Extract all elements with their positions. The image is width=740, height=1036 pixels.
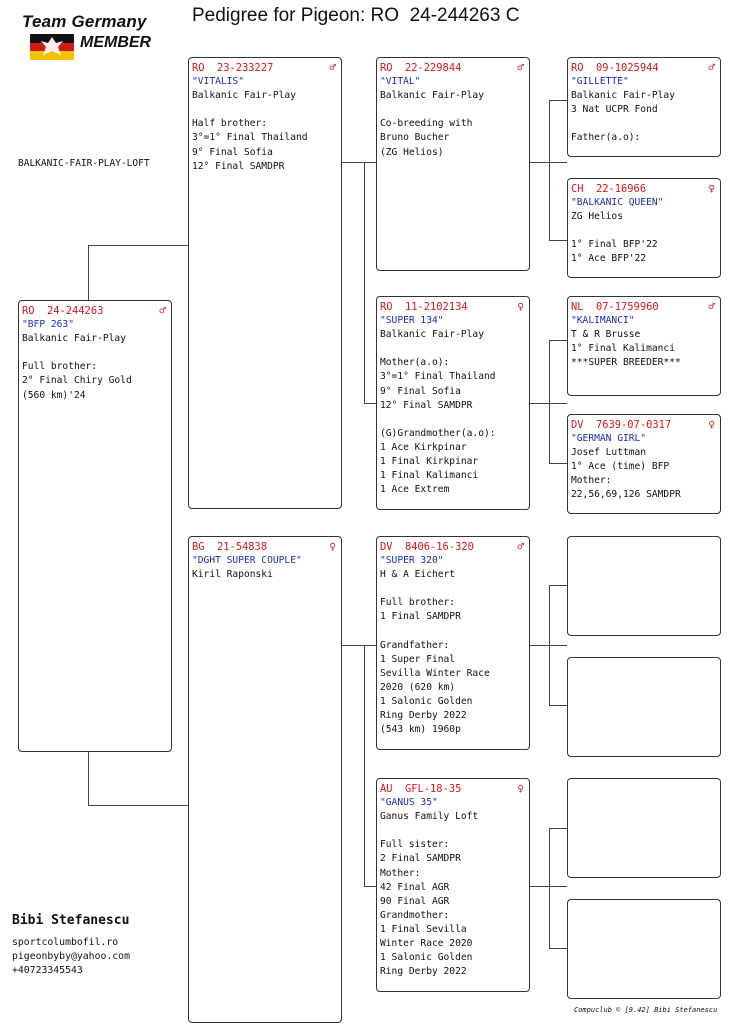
team-germany-logo-text: Team Germany (22, 12, 147, 31)
pigeon-info-line: Half brother: (192, 118, 268, 130)
empty-pigeon-card[interactable] (567, 899, 721, 999)
pigeon-name: "GILLETTE" (571, 76, 629, 88)
pigeon-header (571, 61, 717, 75)
pigeon-card-sire-sire-sire[interactable] (567, 57, 721, 157)
pigeon-info-line: 1° Ace BFP'22 (571, 253, 647, 265)
pigeon-info-line: H & A Eichert (380, 569, 456, 581)
pigeon-card-dam-dam[interactable] (376, 778, 530, 992)
footer-credit: Compuclub © [9.42] Bibi Stefanescu (574, 1006, 718, 1014)
pigeon-info-line: 2° Final Chiry Gold (22, 375, 132, 387)
pigeon-name: "DGHT SUPER COUPLE" (192, 555, 302, 567)
pigeon-info-line: Kiril Raponski (192, 569, 273, 581)
connector-line (529, 162, 567, 163)
pigeon-info-line (380, 103, 526, 117)
page-title: Pedigree for Pigeon: RO 24-244263 C (192, 5, 520, 26)
pigeon-info-line: 1 Final Kirkpinar (380, 456, 479, 468)
pigeon-info-line: 1 Super Final (380, 653, 456, 665)
ring-number: CH 22-16966 (571, 183, 647, 195)
pigeon-info-line (571, 224, 717, 238)
male-symbol-icon: ♂ (329, 61, 336, 74)
connector-line (549, 240, 567, 241)
owner-website[interactable]: sportcolumbofil.ro (12, 937, 119, 948)
connector-line (529, 645, 567, 646)
pigeon-header (380, 782, 526, 796)
empty-pigeon-card[interactable] (567, 536, 721, 636)
member-logo-text: MEMBER (80, 34, 152, 51)
female-symbol-icon: ♀ (329, 540, 336, 553)
pigeon-info-line (571, 117, 717, 131)
pigeon-info-line: Ganus Family Loft (380, 811, 479, 823)
pigeon-info-line (192, 103, 338, 117)
pigeon-info-line: (ZG Helios) (380, 146, 444, 158)
connector-line (364, 886, 376, 887)
connector-line (88, 245, 189, 246)
pigeon-info-line: Bruno Bucher (380, 132, 450, 144)
pigeon-info-line (380, 582, 526, 596)
pigeon-info-line: ZG Helios (571, 211, 623, 223)
connector-line (549, 585, 550, 705)
ring-number: DV 7639-07-0317 (571, 419, 672, 431)
ring-number: RO 09-1025944 (571, 62, 659, 74)
pigeon-header (22, 304, 168, 318)
pigeon-info-line: ***SUPER BREEDER*** (571, 357, 681, 369)
pigeon-card-sire[interactable] (188, 57, 342, 509)
ring-number: NL 07-1759960 (571, 301, 659, 313)
pigeon-info-line: Father(a.o): (571, 132, 641, 144)
pigeon-header (571, 418, 717, 432)
pigeon-name: "SUPER 134" (380, 315, 444, 327)
ring-number: BG 21-54838 (192, 541, 268, 553)
pigeon-header (192, 540, 338, 554)
pigeon-name: "SUPER 320" (380, 555, 444, 567)
pigeon-card-sire-dam-sire[interactable] (567, 296, 721, 396)
pigeon-info-line: 2 Final SAMDPR (380, 853, 461, 865)
ring-number: DV 8406-16-320 (380, 541, 474, 553)
pigeon-name: "GERMAN GIRL" (571, 433, 647, 445)
pigeon-name: "VITAL" (380, 76, 421, 88)
pigeon-info-line: 12° Final SAMDPR (192, 160, 285, 172)
pigeon-info-line: 1 Ace Extrem (380, 484, 450, 496)
pigeon-info-line: Full brother: (380, 597, 456, 609)
pigeon-info-line: 1 Salonic Golden (380, 696, 473, 708)
pigeon-info-line: 3 Nat UCPR Fond (571, 104, 658, 116)
connector-line (549, 100, 550, 240)
connector-line (364, 403, 376, 404)
male-symbol-icon: ♂ (708, 300, 715, 313)
pigeon-card-sire-sire-dam[interactable] (567, 178, 721, 278)
pigeon-card-sire-sire[interactable] (376, 57, 530, 271)
pigeon-info-line: 1 Final SAMDPR (380, 611, 461, 623)
connector-line (88, 752, 89, 805)
empty-pigeon-card[interactable] (567, 778, 721, 878)
pigeon-name: "BFP 263" (22, 319, 74, 331)
pigeon-info-line: Mother: (380, 867, 421, 879)
pigeon-info-line: 1 Salonic Golden (380, 952, 473, 964)
connector-line (341, 162, 376, 163)
ring-number: RO 23-233227 (192, 62, 274, 74)
male-symbol-icon: ♂ (708, 61, 715, 74)
pigeon-info-line: 1° Final Kalimanci (571, 343, 675, 355)
connector-line (88, 805, 189, 806)
pigeon-name: "KALIMANCI" (571, 315, 635, 327)
female-symbol-icon: ♀ (708, 418, 715, 431)
connector-line (549, 828, 550, 948)
female-symbol-icon: ♀ (517, 300, 524, 313)
pigeon-header (380, 540, 526, 554)
pigeon-card-dam-sire[interactable] (376, 536, 530, 750)
ring-number: RO 22-229844 (380, 62, 462, 74)
pigeon-info-line: Mother: (571, 475, 612, 487)
connector-line (549, 585, 567, 586)
pigeon-info-line: 2020 (620 km) (380, 681, 456, 693)
pigeon-info-line: Balkanic Fair-Play (380, 90, 484, 102)
pigeon-info-line (380, 824, 526, 838)
male-symbol-icon: ♂ (517, 61, 524, 74)
pigeon-info-line: 1° Final BFP'22 (571, 239, 658, 251)
connector-line (529, 403, 567, 404)
pigeon-info-line: Full brother: (22, 361, 98, 373)
owner-phone: +40723345543 (12, 965, 83, 976)
pigeon-name: "BALKANIC QUEEN" (571, 197, 664, 209)
pigeon-info-line (380, 342, 526, 356)
pigeon-header (380, 300, 526, 314)
ring-number: RO 11-2102134 (380, 301, 468, 313)
pigeon-info-line: Sevilla Winter Race (380, 667, 490, 679)
female-symbol-icon: ♀ (517, 782, 524, 795)
pigeon-info-line: 1° Ace (time) BFP (571, 461, 670, 473)
pigeon-info-line: 9° Final Sofia (380, 385, 461, 397)
pigeon-info-line (380, 625, 526, 639)
pigeon-info-line: 12° Final SAMDPR (380, 399, 473, 411)
pigeon-info-line: Co-breeding with (380, 118, 473, 130)
pigeon-info-line: 1 Final Sevilla (380, 923, 467, 935)
pigeon-info-line: 1 Ace Kirkpinar (380, 441, 467, 453)
pigeon-info-line: (543 km) 1960p (380, 724, 461, 736)
male-symbol-icon: ♂ (159, 304, 166, 317)
pigeon-info-line: T & R Brusse (571, 329, 641, 341)
pigeon-info-line: Ring Derby 2022 (380, 710, 467, 722)
empty-pigeon-card[interactable] (567, 657, 721, 757)
pigeon-info-line: 1 Final Kalimanci (380, 470, 479, 482)
connector-line (529, 886, 567, 887)
pigeon-info-line: Balkanic Fair-Play (192, 90, 296, 102)
ring-number: AU GFL-18-35 (380, 783, 462, 795)
connector-line (341, 645, 376, 646)
pigeon-info-line: 3°=1° Final Thailand (380, 371, 496, 383)
pigeon-info-line (380, 413, 526, 427)
connector-line (364, 645, 365, 886)
pigeon-info-line: Full sister: (380, 839, 450, 851)
pigeon-info-line: Balkanic Fair-Play (22, 333, 126, 345)
pigeon-info-line: 3°=1° Final Thailand (192, 132, 308, 144)
pigeon-header (571, 300, 717, 314)
pigeon-header (192, 61, 338, 75)
connector-line (549, 340, 567, 341)
pigeon-info-line: 90 Final AGR (380, 895, 450, 907)
pigeon-name: "GANUS 35" (380, 797, 438, 809)
german-eagle-flag-icon (30, 34, 74, 60)
pigeon-info-line (22, 346, 168, 360)
male-symbol-icon: ♂ (517, 540, 524, 553)
pigeon-info-line: Winter Race 2020 (380, 938, 473, 950)
pigeon-info-line: Josef Luttman (571, 447, 647, 459)
connector-line (549, 705, 567, 706)
connector-line (549, 100, 567, 101)
ring-number: RO 24-244263 (22, 305, 104, 317)
connector-line (88, 245, 89, 300)
pigeon-info-line: (560 km)'24 (22, 389, 86, 401)
loft-name: BALKANIC-FAIR-PLAY-LOFT (18, 158, 150, 169)
owner-email[interactable]: pigeonbyby@yahoo.com (12, 951, 130, 962)
pigeon-info-line: 22,56,69,126 SAMDPR (571, 489, 681, 501)
pigeon-info-line: Ring Derby 2022 (380, 966, 467, 978)
pigeon-info-line: (G)Grandmother(a.o): (380, 427, 496, 439)
connector-line (549, 948, 567, 949)
owner-name: Bibi Stefanescu (12, 913, 130, 928)
pigeon-card-dam[interactable] (188, 536, 342, 1023)
connector-line (549, 340, 550, 463)
pigeon-info-line: Grandmother: (380, 909, 450, 921)
pigeon-info-line: 42 Final AGR (380, 881, 450, 893)
connector-line (549, 828, 567, 829)
pigeon-info-line: 9° Final Sofia (192, 146, 273, 158)
pigeon-name: "VITALIS" (192, 76, 244, 88)
pigeon-header (571, 182, 717, 196)
pigeon-header (380, 61, 526, 75)
pigeon-card-sire-dam-dam[interactable] (567, 414, 721, 514)
pigeon-info-line: Balkanic Fair-Play (380, 329, 484, 341)
pigeon-info-line: Grandfather: (380, 639, 450, 651)
pigeon-info-line: Balkanic Fair-Play (571, 90, 675, 102)
connector-line (549, 463, 567, 464)
pigeon-card-sire-dam[interactable] (376, 296, 530, 510)
female-symbol-icon: ♀ (708, 182, 715, 195)
connector-line (364, 162, 365, 403)
pigeon-info-line: Mother(a.o): (380, 357, 450, 369)
pigeon-card-subject[interactable] (18, 300, 172, 752)
